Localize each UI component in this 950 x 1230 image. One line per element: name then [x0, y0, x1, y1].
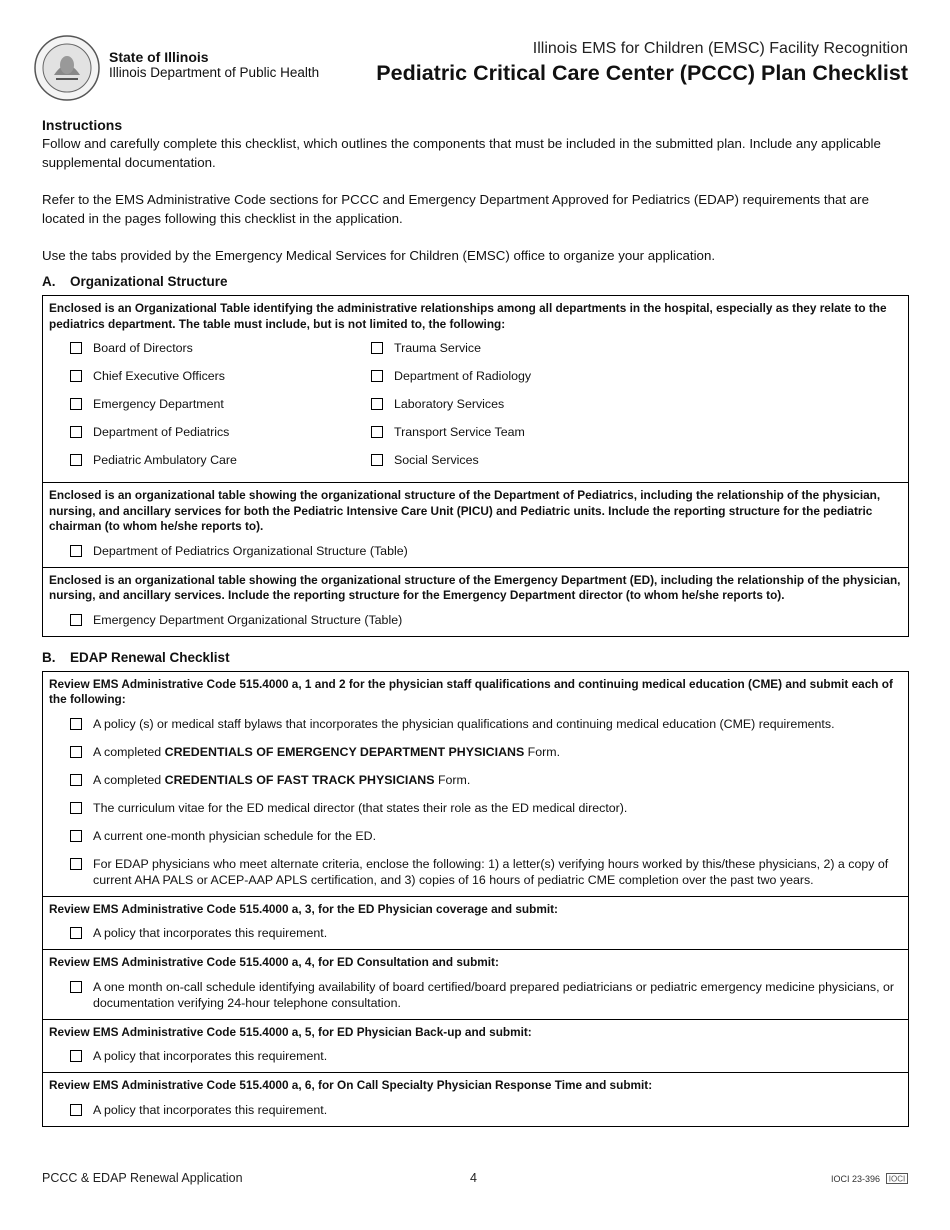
checklist-block	[43, 896, 908, 950]
document-subtitle: Illinois EMS for Children (EMSC) Facility Recognition	[532, 40, 908, 57]
checklist-item: Transport Service Team	[350, 420, 902, 448]
block-heading: Enclosed is an organizational table showing the organizational structure of the Emergency Department (ED), including the relationship of the physician, nursing, and ancillary services. Include the reporting structure for the Emergency Department director (to whom he/she reports to).	[49, 572, 901, 602]
form-id: IOCI 23-396 IOCI	[831, 1173, 908, 1184]
checkbox[interactable]	[70, 1104, 82, 1116]
checklist-block	[43, 672, 908, 896]
checklist-item: A one month on-call schedule identifying availability of board certified/board prepared pediatricians or pediatric emergency medicine physicians, or documentation verifying 24-hour telephone consultation.	[49, 975, 902, 1013]
checkbox[interactable]	[70, 454, 82, 466]
checklist-item: Chief Executive Officers	[49, 364, 350, 392]
section-a-title: A. Organizational Structure	[42, 274, 228, 289]
checklist-block	[43, 1072, 908, 1126]
checklist-item: Department of Pediatrics	[49, 420, 350, 448]
block-heading: Review EMS Administrative Code 515.4000 a, 4, for ED Consultation and submit:	[49, 955, 499, 969]
checkbox[interactable]	[70, 1050, 82, 1062]
checkbox[interactable]	[371, 342, 383, 354]
checkbox[interactable]	[371, 454, 383, 466]
checklist-item: Department of Pediatrics Organizational Structure (Table)	[49, 539, 902, 561]
checkbox[interactable]	[70, 746, 82, 758]
checkbox[interactable]	[371, 398, 383, 410]
checkbox[interactable]	[70, 398, 82, 410]
checklist-item: Emergency Department	[49, 392, 350, 420]
checklist-item: For EDAP physicians who meet alternate criteria, enclose the following: 1) a letter(s) verifying hours worked by this/these physicians, 2) a copy of current AHA PALS or ACEP-AAP APLS certification, and 3) copies of 16 hours of pediatric CME completion over the past two years.	[49, 852, 902, 890]
checkbox[interactable]	[371, 370, 383, 382]
printer-logo-icon	[886, 1173, 908, 1184]
block-heading: Enclosed is an organizational table showing the organizational structure of the Department of Pediatrics, including the relationship of the physician, nursing, and ancillary services for both the Pediatric Intensive Care Unit (PICU) and Pediatric units. Include the reporting structure for the pediatric chairman (to whom he/she reports to).	[49, 488, 881, 533]
state-seal-logo	[34, 35, 100, 101]
footer-application-name: PCCC & EDAP Renewal Application	[42, 1171, 243, 1185]
checklist-item: A completed CREDENTIALS OF FAST TRACK PHYSICIANS Form.	[49, 768, 902, 796]
checklist-block	[43, 482, 908, 567]
checklist-item: A policy that incorporates this requirement.	[49, 1044, 902, 1066]
checkbox[interactable]	[70, 545, 82, 557]
instructions-paragraph: Follow and carefully complete this checklist, which outlines the components that must be included in the submitted plan. Include any applicable supplemental documentation.	[42, 136, 881, 170]
block-heading: Review EMS Administrative Code 515.4000 a, 5, for ED Physician Back-up and submit:	[49, 1024, 532, 1039]
checkbox[interactable]	[70, 981, 82, 993]
checklist-item: A policy (s) or medical staff bylaws that incorporates the physician qualifications and continuing medical education (CME) requirements.	[49, 712, 902, 740]
block-heading: Review EMS Administrative Code 515.4000 a, 3, for the ED Physician coverage and submit:	[49, 901, 558, 916]
checklist-item: Emergency Department Organizational Structure (Table)	[49, 608, 902, 630]
checklist-block	[43, 1019, 908, 1073]
checklist-block	[43, 949, 908, 1019]
checklist-block	[43, 296, 908, 482]
section-b-title: B. EDAP Renewal Checklist	[42, 649, 230, 665]
checkbox[interactable]	[70, 426, 82, 438]
checklist-item: Laboratory Services	[350, 392, 902, 420]
document-title: Pediatric Critical Care Center (PCCC) Plan Checklist	[376, 61, 908, 85]
checklist-item: A policy that incorporates this requirement.	[49, 1098, 902, 1120]
checklist-item: A policy that incorporates this requirement.	[49, 921, 902, 943]
checkbox[interactable]	[70, 927, 82, 939]
checklist-item: A completed CREDENTIALS OF EMERGENCY DEPARTMENT PHYSICIANS Form.	[49, 740, 902, 768]
checkbox[interactable]	[70, 830, 82, 842]
block-heading: Review EMS Administrative Code 515.4000 a, 1 and 2 for the physician staff qualifications and continuing medical education (CME) and submit each of the following:	[49, 676, 893, 706]
checkbox[interactable]	[70, 858, 82, 870]
checklist-item: Social Services	[350, 448, 902, 476]
section-b-box	[42, 671, 909, 1127]
instructions-paragraph: Use the tabs provided by the Emergency Medical Services for Children (EMSC) office to organize your application.	[42, 248, 716, 263]
checklist-item: Board of Directors	[49, 336, 350, 364]
department-name: Illinois Department of Public Health	[109, 65, 320, 80]
checklist-block	[43, 567, 908, 636]
checkbox[interactable]	[371, 426, 383, 438]
checklist-item: The curriculum vitae for the ED medical director (that states their role as the ED medical director).	[49, 796, 902, 824]
checkbox[interactable]	[70, 614, 82, 626]
block-heading: Review EMS Administrative Code 515.4000 a, 6, for On Call Specialty Physician Response Time and submit:	[49, 1078, 653, 1092]
checkbox[interactable]	[70, 774, 82, 786]
checklist-item: Pediatric Ambulatory Care	[49, 448, 350, 476]
block-heading: Enclosed is an Organizational Table identifying the administrative relationships among all departments in the hospital, especially as they relate to the pediatrics department. The table must include, but is not limited to, the following:	[49, 301, 887, 331]
section-a-box	[42, 295, 909, 637]
checklist-item: A current one-month physician schedule for the ED.	[49, 824, 902, 852]
checklist-item: Trauma Service	[350, 336, 902, 364]
instructions-heading: Instructions	[42, 117, 123, 133]
checklist-item: Department of Radiology	[350, 364, 902, 392]
checkbox[interactable]	[70, 718, 82, 730]
svg-text:IOCI: IOCI	[888, 1174, 906, 1184]
checkbox[interactable]	[70, 342, 82, 354]
state-name: State of Illinois	[109, 49, 209, 65]
instructions-paragraph: Refer to the EMS Administrative Code sections for PCCC and Emergency Department Approved for Pediatrics (EDAP) requirements that are located in the pages following this checklist in the application.	[42, 192, 869, 226]
page-number: 4	[470, 1171, 477, 1185]
checkbox[interactable]	[70, 370, 82, 382]
checkbox[interactable]	[70, 802, 82, 814]
